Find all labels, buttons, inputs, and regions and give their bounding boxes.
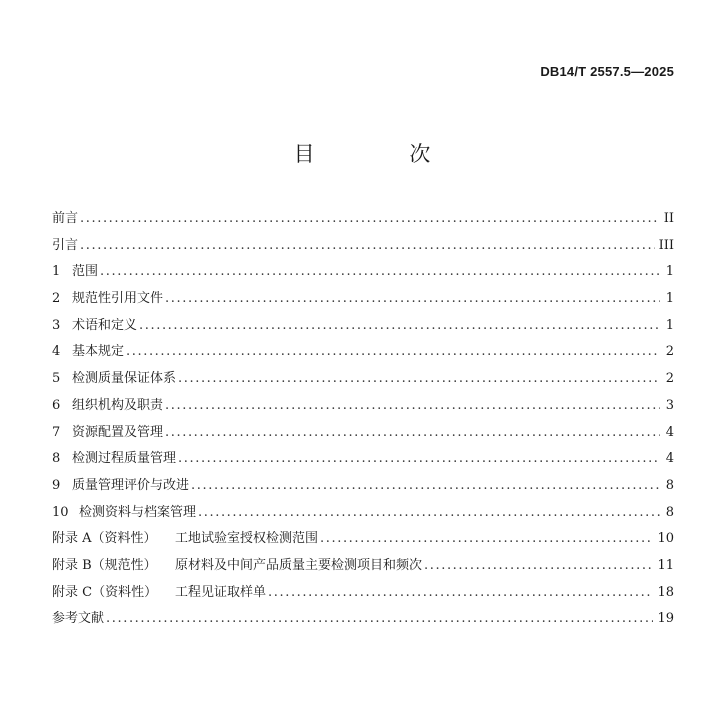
toc-dot-leader [126, 339, 660, 366]
page-title: 目 次 [293, 142, 475, 166]
toc-entry-foreword[interactable] [52, 206, 674, 233]
toc-dot-leader [80, 233, 655, 260]
toc-entry-label: 组织机构及职责 [72, 397, 164, 413]
toc-entry-5[interactable] [52, 366, 674, 393]
toc-entry-number: 4 [52, 344, 61, 360]
toc-entry-1[interactable] [52, 259, 674, 286]
toc-entry-number: 附录 A（资料性） [52, 531, 157, 547]
toc-entry-label: 检测过程质量管理 [72, 451, 177, 467]
toc-dot-leader [80, 206, 660, 233]
toc-entry-page: III [658, 237, 674, 253]
toc-entry-label: 范围 [72, 264, 99, 280]
toc-entry-number: 1 [52, 264, 61, 280]
toc-entry-label: 术语和定义 [72, 317, 138, 333]
toc-entry-6[interactable] [52, 393, 674, 420]
toc-entry-label: 规范性引用文件 [72, 291, 164, 307]
toc-dot-leader [191, 473, 660, 500]
toc-entry-label: 工地试验室授权检测范围 [175, 531, 319, 547]
toc-entry-label: 前言 [52, 211, 79, 226]
toc-entry-label: 引言 [52, 237, 79, 253]
toc-entry-appendix-a[interactable] [52, 526, 674, 553]
toc-entry-label: 质量管理评价与改进 [72, 477, 190, 493]
toc-dot-leader [178, 446, 660, 473]
toc-entry-page: 4 [665, 424, 674, 440]
toc-entry-bibliography[interactable] [52, 606, 674, 633]
toc-dot-leader [198, 500, 660, 527]
toc-entry-4[interactable] [52, 339, 674, 366]
toc-entry-number: 2 [52, 291, 61, 307]
toc-entry-number: 6 [52, 397, 61, 413]
toc-entry-number: 7 [52, 424, 61, 440]
toc-dot-leader [165, 286, 660, 313]
toc-entry-page: 1 [665, 317, 674, 333]
toc-entry-label: 资源配置及管理 [72, 424, 164, 440]
toc-dot-leader [106, 606, 653, 633]
toc-entry-page: 2 [665, 371, 674, 387]
toc-entry-number: 9 [52, 477, 61, 493]
toc-entry-label: 参考文献 [52, 611, 105, 627]
toc-entry-number: 附录 C（资料性） [52, 584, 158, 600]
toc-entry-page: 4 [665, 451, 674, 467]
toc-entry-9[interactable] [52, 473, 674, 500]
toc-entry-page: 8 [665, 477, 674, 493]
toc-entry-page: 3 [665, 397, 674, 413]
toc-entry-page: 11 [657, 557, 674, 573]
toc-entry-label: 基本规定 [72, 344, 125, 360]
toc-dot-leader [165, 420, 660, 447]
toc-entry-appendix-c[interactable] [52, 580, 674, 607]
toc-entry-10[interactable] [52, 500, 674, 527]
toc-entry-page: 8 [665, 504, 674, 520]
toc-entry-page: 1 [665, 291, 674, 307]
toc-dot-leader [268, 580, 653, 607]
toc-entry-number: 附录 B（规范性） [52, 557, 157, 573]
toc-dot-leader [139, 313, 660, 340]
toc-entry-page: 10 [657, 531, 674, 547]
toc-entry-8[interactable] [52, 446, 674, 473]
toc-entry-page: 1 [665, 264, 674, 280]
toc-entry-introduction[interactable] [52, 233, 674, 260]
toc-entry-label: 工程见证取样单 [175, 584, 267, 600]
toc-entry-page: 2 [665, 344, 674, 360]
toc-entry-page: 19 [657, 611, 674, 627]
toc-dot-leader [100, 259, 660, 286]
toc-entry-label: 检测质量保证体系 [72, 371, 177, 387]
toc-entry-number: 3 [52, 317, 61, 333]
standard-code: DB14/T 2557.5—2025 [540, 64, 674, 79]
toc-entry-number: 10 [52, 504, 69, 520]
toc-entry-2[interactable] [52, 286, 674, 313]
toc-entry-page: II [663, 211, 674, 226]
toc-dot-leader [320, 526, 653, 553]
toc-entry-appendix-b[interactable] [52, 553, 674, 580]
toc-entry-label: 检测资料与档案管理 [79, 504, 197, 520]
toc-dot-leader [165, 393, 660, 420]
toc-entry-3[interactable] [52, 313, 674, 340]
toc-entry-page: 18 [657, 584, 674, 600]
toc-entry-number: 8 [52, 451, 61, 467]
toc-entry-7[interactable] [52, 420, 674, 447]
toc-entry-number: 5 [52, 371, 61, 387]
toc-dot-leader [424, 553, 653, 580]
toc-entry-label: 原材料及中间产品质量主要检测项目和频次 [175, 557, 423, 573]
toc-dot-leader [178, 366, 660, 393]
table-of-contents [52, 206, 674, 633]
